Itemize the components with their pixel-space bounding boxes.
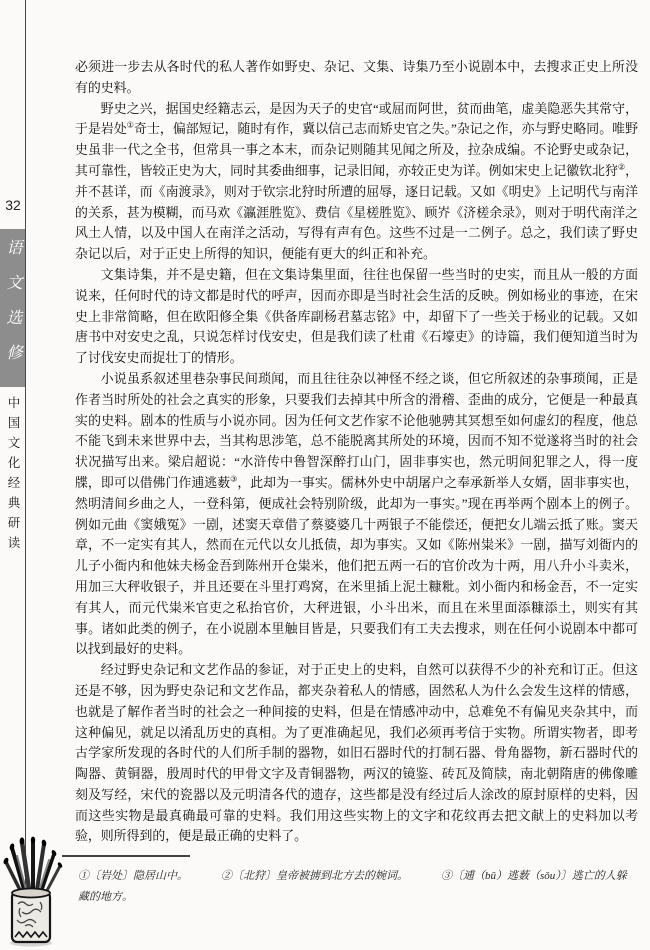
margin-rule xyxy=(25,0,26,938)
body-paragraph: 必须进一步去从各时代的私人著作如野史、杂记、文集、诗集乃至小说剧本中，去搜求正史上所没有的史料。 xyxy=(75,60,638,95)
page-number: 32 xyxy=(5,197,21,213)
body-paragraph: 小说虽系叙述里巷杂事民间琐闻，而且往往杂以神怪不经之谈，但它所叙述的杂事琐闻，正是作者当时所处的社会之真实的形象，只要我们去掉其中所含的滑稽、歪曲的成分，它便是一种最真实的史料。剧本的性质与小说亦同。因为任何文艺作家不论他驰骋其冥想至如何虚幻的程度，他总不能飞到未来世界中去，当其构思涉笔，总不能脱离其所处的环境，因而不知不觉遂将当时的社会状况描写出来。梁启超说：“水浒传中鲁智深醉打山门，固非事实也，然元明间犯罪之人，得一度牒，即可以借佛门作逋逃薮③，此却为一事实。儒林外史中胡屠户之奉承新举人女婿，固非事实也，然明清间乡曲之人，一登科第，便成社会特别阶级，此却为一事实。”现在再举两个剧本上的例子。例如元曲《窦娥冤》一剧，述窦天章借了蔡婆婆几十两银子不能偿还，便把女儿端云抵了账。窦天章，不一定实有其人，然而在元代以女儿抵债，却为事实。又如《陈州粜米》一剧，描写刘衙内的儿子小衙内和他妹夫杨金吾到陈州开仓粜米，他们把五两一石的官价改为十两，用八升小斗卖米，用加三大秤收银子，并且还要在斗里打鸡窝，在米里插上泥土糠粃。刘小衙内和杨金吾，不一定实有其人，而元代粜米官吏之私抬官价，大秤进银，小斗出米，而且在米里面添糠添土，则实有其事。诸如此类的例子，在小说剧本里触目皆是，只要我们有工夫去搜求，则在任何小说剧本中都可以找到最好的史料。 xyxy=(75,371,639,657)
book-subtitle-text: 中国文化经典研读 xyxy=(6,396,20,556)
book-subtitle-vertical xyxy=(0,396,25,556)
footnotes xyxy=(78,866,636,908)
page-content xyxy=(75,57,638,847)
brush-pot-illustration xyxy=(0,836,64,950)
body-paragraph: 经过野史杂记和文艺作品的参证，对于正史上的史料，自然可以获得不少的补充和订正。但这还是不够，因为野史杂记和文艺作品，都夹杂着私人的情感，固然私人为什么会发生这样的情感，也就是了解作者当时的社会之一种间接的史料，但是在情感冲动中，总难免不有偏见夹杂其中，而这种偏见，就足以淆乱历史的真相。为了更准确起见，我们必须再考信于实物。所谓实物者，即考古学家所发现的各时代的人们所手制的器物，如旧石器时代的打制石器、骨角器物，新石器时代的陶器、黄铜器，殷周时代的甲骨文字及青铜器物，两汉的镜鉴、砖瓦及简牍，南北朝隋唐的佛像雕刻及写经，宋代的瓷器以及元明清各代的遗存，这些都是没有经过后人涂改的原封原样的史料，因而这些实物是最真确最可靠的史料。我们用这些实物上的文字和花纹再去把文献上的史料加以考验，则所得到的，便是最正确的史料了。 xyxy=(75,663,638,844)
footnote-item: ①〔岩处〕隐居山中。 xyxy=(78,870,188,882)
series-banner xyxy=(0,229,25,387)
footnote-item: ③〔逋（bū）逃薮（sǒu）〕逃亡的人躲藏的地方。 xyxy=(78,870,627,903)
body-paragraph: 文集诗集，并不是史籍，但在文集诗集里面，往往也保留一些当时的史实，而且从一般的方面说来，任何时代的诗文都是时代的呼声，因而亦即是当时社会生活的反映。例如杨业的事迹，在宋史上非常简略，但在欧阳修全集《供备库副杨君墓志铭》中，却留下了一些关于杨业的记载。又如唐书中对安史之乱，只说怎样讨伐安史，但是我们读了杜甫《石壕吏》的诗篇，我们便知道当时为了讨伐安史而捉壮丁的情形。 xyxy=(75,267,638,366)
footnote-separator xyxy=(62,855,190,857)
footnote-item: ②〔北狩〕皇帝被掳到北方去的婉词。 xyxy=(221,870,408,882)
series-title-vertical: 语文选修 xyxy=(4,239,21,379)
body-paragraph: 野史之兴，据国史经籍志云，是因为天子的史官“或屈而阿世，贫而曲笔，虚美隐恶失其常守，于是岩处①奇士，偏部短记，随时有作，冀以信己志而矫史官之失。”杂记之作，亦与野史略同。唯野史虽非一代之全书，但常具一事之本末，而杂记则随其见闻之所及，拉杂成编。不论野史或杂记，其可靠性，皆较正史为大，同时其委曲细事，记录旧闻，亦较正史为详。例如宋史上记徽钦北狩②，并不甚详，而《南渡录》，则对于钦宗北狩时所遭的屈辱，逐日记载。又如《明史》上记明代与南洋的关系，甚为模糊，而马欢《瀛涯胜览》、费信《星槎胜览》、顾岕《济槎余录》，则对于明代南洋之风土人情，以及中国人在南洋之活动，写得有声有色。这些不过是一二例子。总之，我们读了野史杂记以后，对于正史上所得的知识，便能有更大的纠正和补充。 xyxy=(75,101,638,262)
